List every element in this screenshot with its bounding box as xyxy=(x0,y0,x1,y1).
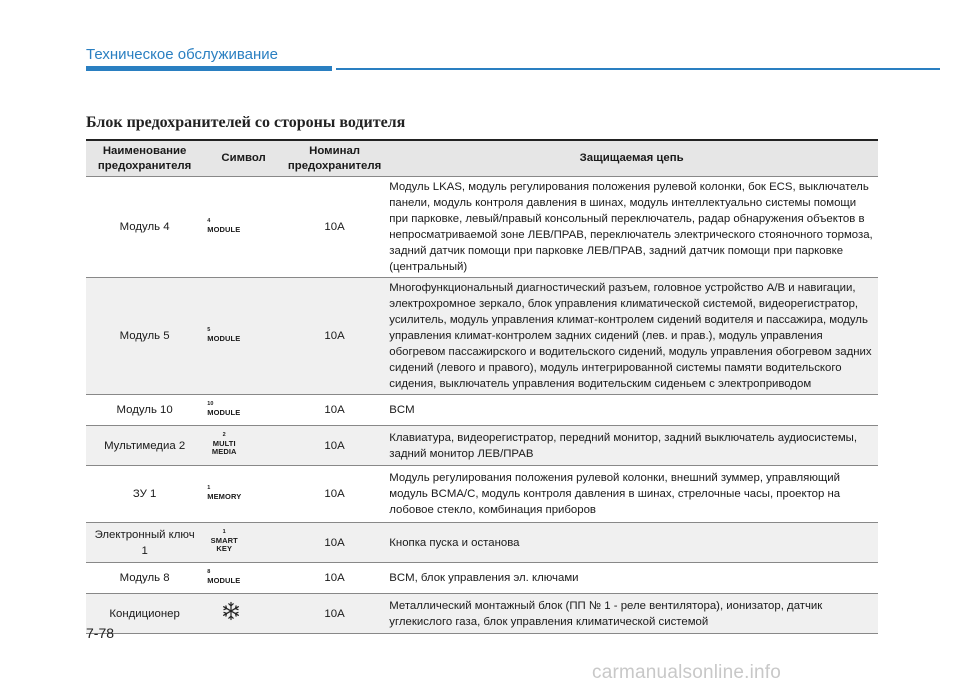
fuse-rating: 10A xyxy=(284,278,385,395)
column-header-name: Наименование предохранителя xyxy=(86,140,203,177)
fuse-circuit: BCM, блок управления эл. ключами xyxy=(385,563,878,594)
fuse-symbol-number: 10 xyxy=(207,400,214,407)
table-row xyxy=(86,594,878,634)
fuse-name: Модуль 8 xyxy=(86,563,203,594)
fuse-symbol-number: 1 xyxy=(207,484,211,491)
table-row xyxy=(86,563,878,594)
fuse-name: Мультимедиа 2 xyxy=(86,426,203,466)
fuse-name: Кондиционер xyxy=(86,594,203,634)
table-row xyxy=(86,426,878,466)
section-title: Техническое обслуживание xyxy=(86,46,278,63)
fuse-circuit: Модуль LKAS, модуль регулирования положения рулевой колонки, бок ECS, выключатель панели, модуль контроля давления в шинах, модуль интеллектуально системы помощи при парковке, левый/правый консольный переключатель, радар обнаружения объектов в непросматриваемой зоне ЛЕВ/ПРАВ, переключатель электрического стояночного тормоза, задний датчик помощи при парковке ЛЕВ/ПРАВ, задний датчик помощи при парковке (центральный) xyxy=(385,177,878,278)
snowflake-icon xyxy=(221,601,241,621)
column-header-circuit: Защищаемая цепь xyxy=(385,140,878,177)
fuse-name: Модуль 10 xyxy=(86,395,203,426)
fuse-symbol-number: 2 xyxy=(222,432,226,438)
header-rule-thick xyxy=(86,66,332,71)
header-rule-thin xyxy=(336,68,940,70)
fuse-symbol-label: MEMORY xyxy=(207,491,242,501)
table-row xyxy=(86,523,878,563)
fuse-circuit: Многофункциональный диагностический разъем, головное устройство A/B и навигации, электрохромное зеркало, блок управления климатической системой, видеорегистратор, усилитель, модуль управления климат-контролем сидений водителя и пассажира, модуль управления климат-контролем задних сидений (лев. и прав.), модуль управления обогревом пассажирского и водительского сидений, модуль управления обогревом задних сидений (левого и правого), модуль интегрированной системы памяти водительского сидения, выключатель управления водительским сиденьем с электроприводом xyxy=(385,278,878,395)
fuse-circuit: BCM xyxy=(385,395,878,426)
fuse-symbol xyxy=(203,563,284,594)
fuse-symbol-label: MODULE xyxy=(207,575,241,585)
fuse-rating: 10A xyxy=(284,395,385,426)
fuse-symbol xyxy=(203,278,284,395)
table-row xyxy=(86,395,878,426)
fuse-circuit: Кнопка пуска и останова xyxy=(385,523,878,563)
table-header-row xyxy=(86,140,878,177)
fuse-name: Модуль 5 xyxy=(86,278,203,395)
fuse-symbol-label: MODULE xyxy=(207,333,241,343)
table-row xyxy=(86,466,878,523)
fuse-circuit: Металлический монтажный блок (ПП № 1 - реле вентилятора), ионизатор, датчик углекислого газа, блок управления климатической системой xyxy=(385,594,878,634)
fuse-rating: 10A xyxy=(284,594,385,634)
fuse-rating: 10A xyxy=(284,177,385,278)
fuse-symbol xyxy=(203,466,284,523)
fuse-rating: 10A xyxy=(284,426,385,466)
fuse-symbol xyxy=(203,177,284,278)
fuse-symbol-label: SMART KEY xyxy=(210,536,238,553)
fuse-symbol-label: MODULE xyxy=(207,407,241,417)
fuse-rating: 10A xyxy=(284,523,385,563)
fuse-circuit: Клавиатура, видеорегистратор, передний монитор, задний выключатель аудиосистемы, задний монитор ЛЕВ/ПРАВ xyxy=(385,426,878,466)
fuse-name: Электронный ключ 1 xyxy=(86,523,203,563)
table-row xyxy=(86,177,878,278)
column-header-symbol: Символ xyxy=(203,140,284,177)
fuse-name: ЗУ 1 xyxy=(86,466,203,523)
fuse-symbol xyxy=(203,523,284,563)
fuse-symbol-number: 5 xyxy=(207,326,211,333)
fuse-rating: 10A xyxy=(284,563,385,594)
table-row xyxy=(86,278,878,395)
fuse-symbol xyxy=(203,395,284,426)
fuse-symbol xyxy=(203,594,284,634)
fuse-circuit: Модуль регулирования положения рулевой колонки, внешний зуммер, управляющий модуль BCMA/C, модуль контроля давления в шинах, стрелочные часы, проектор на лобовое стекло, комбинация приборов xyxy=(385,466,878,523)
fuse-symbol-label: MULTI MEDIA xyxy=(211,439,237,456)
fuse-symbol-number: 4 xyxy=(207,217,211,224)
fuse-symbol-number: 1 xyxy=(222,529,226,535)
page-number: 7-78 xyxy=(86,625,115,641)
fuse-table xyxy=(86,139,878,634)
fuse-name: Модуль 4 xyxy=(86,177,203,278)
fuse-symbol-label: MODULE xyxy=(207,224,241,234)
fuse-rating: 10A xyxy=(284,466,385,523)
watermark: carmanualsonline.info xyxy=(592,662,782,683)
fuse-symbol xyxy=(203,426,284,466)
column-header-rating: Номинал предохранителя xyxy=(284,140,385,177)
fuse-symbol-number: 8 xyxy=(207,568,211,575)
page-heading: Блок предохранителей со стороны водителя xyxy=(86,114,406,131)
